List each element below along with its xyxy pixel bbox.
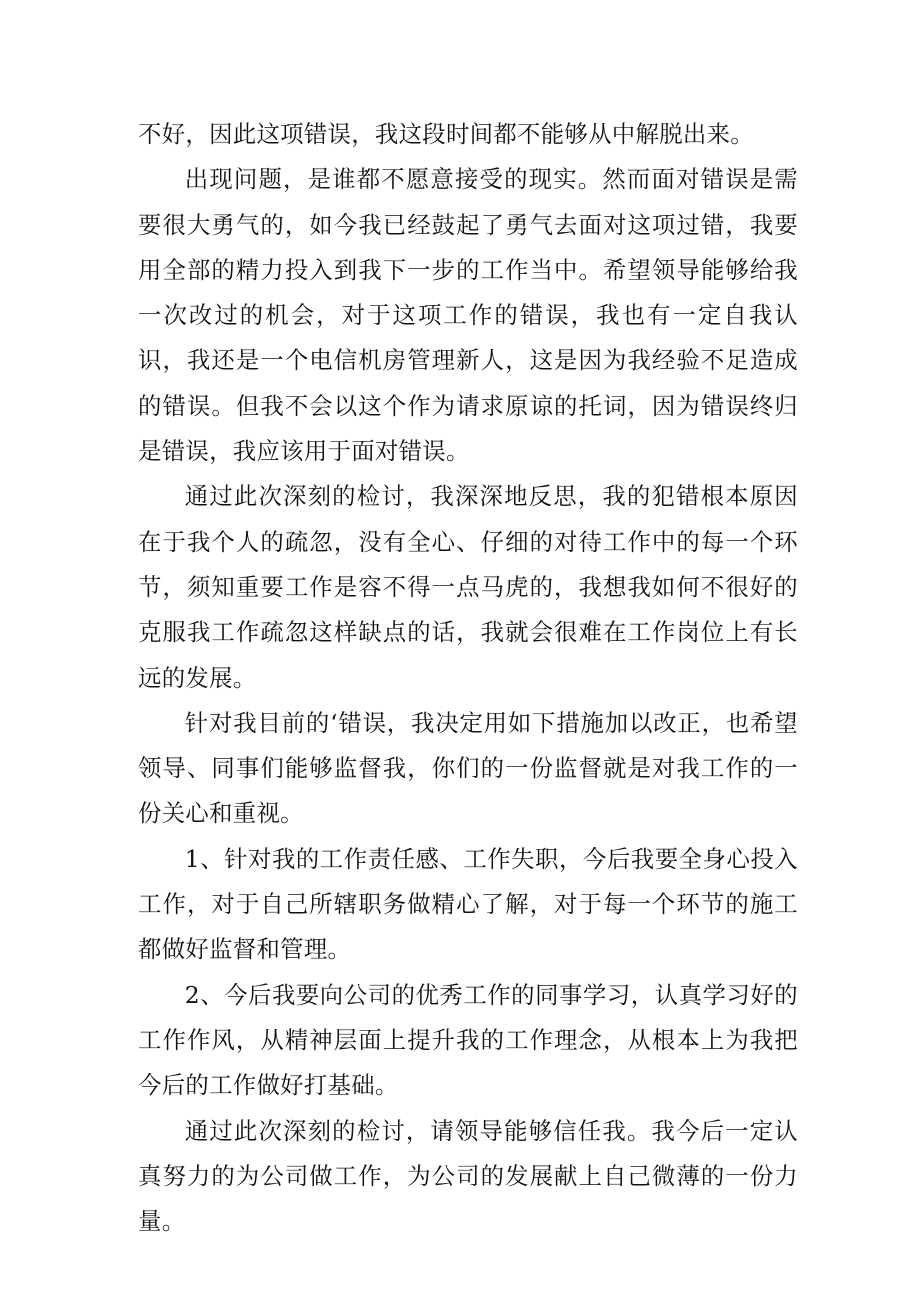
paragraph: 通过此次深刻的检讨，我深深地反思，我的犯错根本原因在于我个人的疏忽，没有全心、仔细的对待工作中的每一个环节，须知重要工作是容不得一点马虎的，我想我如何不很好的克服我工作疏忽这样缺点的话，我就会很难在工作岗位上有长远的发展。 xyxy=(138,482,798,692)
paragraph: 针对我目前的‘错误，我决定用如下措施加以改正，也希望领导、同事们能够监督我，你们的一份监督就是对我工作的一份关心和重视。 xyxy=(138,708,798,828)
document-body xyxy=(138,112,798,1244)
paragraph: 出现问题，是谁都不愿意接受的现实。然而面对错误是需要很大勇气的，如今我已经鼓起了勇气去面对这项过错，我要用全部的精力投入到我下一步的工作当中。希望领导能够给我一次改过的机会，对于这项工作的错误，我也有一定自我认识，我还是一个电信机房管理新人，这是因为我经验不足造成的错误。但我不会以这个作为请求原谅的托词，因为错误终归是错误，我应该用于面对错误。 xyxy=(138,165,798,466)
list-item-paragraph: 2、今后我要向公司的优秀工作的同事学习，认真学习好的工作作风，从精神层面上提升我的工作理念，从根本上为我把今后的工作做好打基础。 xyxy=(138,980,798,1100)
paragraph-continuation: 不好，因此这项错误，我这段时间都不能够从中解脱出来。 xyxy=(138,120,754,148)
closing-paragraph: 通过此次深刻的检讨，请领导能够信任我。我今后一定认真努力的为公司做工作，为公司的发展献上自己微薄的一份力量。 xyxy=(138,1116,798,1236)
list-item-paragraph: 1、针对我的工作责任感、工作失职，今后我要全身心投入工作，对于自己所辖职务做精心了解，对于每一个环节的施工都做好监督和管理。 xyxy=(138,844,798,964)
